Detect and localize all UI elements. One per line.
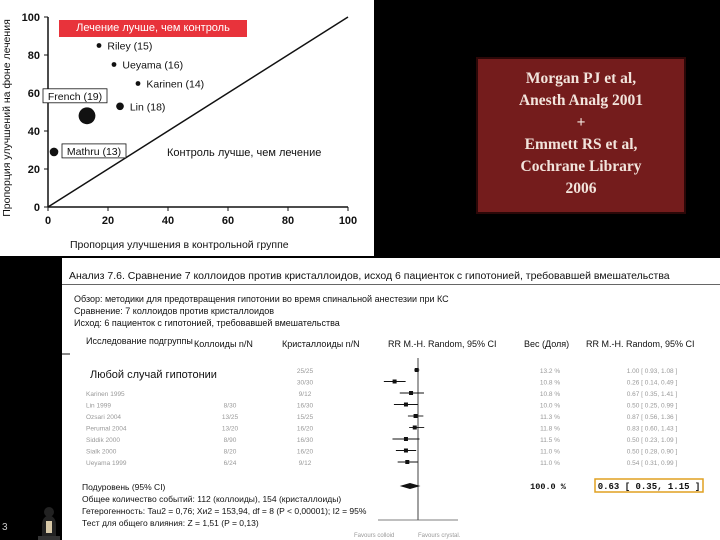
point-label: Riley (15) bbox=[107, 40, 153, 53]
col-header-rr2: RR M.-H. Random, 95% CI bbox=[586, 339, 695, 349]
ref-line: Morgan PJ et al, bbox=[525, 70, 637, 87]
colloid-value: 8/20 bbox=[223, 448, 237, 456]
study-point bbox=[413, 426, 417, 430]
axis-label-right: Favours crystal. bbox=[418, 533, 461, 539]
crystalloid-value: 25/25 bbox=[296, 368, 314, 375]
ref-line: + bbox=[576, 114, 586, 131]
x-axis-label: Пропорция улучшения в контрольной группе bbox=[70, 239, 289, 251]
study-ci-text: 0.50 [ 0.28, 0.90 ] bbox=[626, 448, 678, 456]
footer-overall-test: Тест для общего влияния: Z = 1,51 (P = 0,13) bbox=[82, 518, 259, 528]
scatter-chart-panel bbox=[0, 0, 374, 256]
study-ci-text: 1.00 [ 0.93, 1.08 ] bbox=[626, 368, 678, 375]
study-point bbox=[415, 368, 419, 372]
col-header-weight: Вес (Доля) bbox=[524, 339, 570, 349]
study-ci-text: 0.26 [ 0.14, 0.49 ] bbox=[626, 379, 678, 387]
scatter-point bbox=[112, 62, 117, 67]
ref-line: Emmett RS et al, bbox=[524, 136, 638, 153]
point-label: Ueyama (16) bbox=[122, 59, 184, 72]
meta-outcome: Исход: 6 пациенток с гипотонией, требовавшей вмешательства bbox=[74, 318, 340, 328]
x-tick-label: 80 bbox=[281, 215, 295, 227]
study-name: Siddik 2000 bbox=[86, 437, 120, 444]
y-axis-label: Пропорция улучшений на фоне лечения bbox=[1, 19, 13, 217]
total-weight: 100.0 % bbox=[530, 482, 566, 492]
crystalloid-value: 16/30 bbox=[296, 402, 314, 410]
forest-plot-panel bbox=[62, 258, 720, 540]
scatter-point bbox=[97, 43, 102, 48]
study-weight: 13.2 % bbox=[539, 368, 561, 375]
col-header-colloid: Коллоиды n/N bbox=[194, 339, 253, 349]
col-header-crystalloid: Кристаллоиды n/N bbox=[282, 339, 360, 349]
group-label: Любой случай гипотонии bbox=[90, 369, 217, 381]
scatter-point bbox=[50, 148, 59, 157]
study-weight: 11.8 % bbox=[540, 425, 560, 433]
total-diamond bbox=[400, 483, 421, 489]
x-tick-label: 40 bbox=[161, 215, 175, 227]
x-tick-label: 20 bbox=[101, 215, 115, 227]
study-name: Perumal 2004 bbox=[86, 425, 127, 433]
y-tick-label: 80 bbox=[27, 50, 40, 62]
total-ci-text: 0.63 [ 0.35, 1.15 ] bbox=[597, 482, 701, 492]
y-tick-label: 20 bbox=[27, 164, 40, 176]
colloid-value: 8/90 bbox=[223, 437, 237, 444]
col-header-rr: RR M.-H. Random, 95% CI bbox=[388, 339, 497, 349]
point-label: Karinen (14) bbox=[146, 78, 205, 91]
crystalloid-value: 9/12 bbox=[298, 460, 312, 467]
crystalloid-value: 16/20 bbox=[296, 448, 314, 456]
x-tick-label: 0 bbox=[44, 215, 52, 227]
study-weight: 11.0 % bbox=[540, 448, 560, 456]
study-name: Sialk 2000 bbox=[86, 448, 117, 456]
scatter-point bbox=[116, 102, 124, 110]
study-weight: 11.0 % bbox=[540, 460, 560, 467]
study-point bbox=[404, 403, 408, 407]
y-tick-label: 40 bbox=[27, 126, 40, 138]
colloid-value: 13/25 bbox=[221, 414, 239, 421]
crystalloid-value: 9/12 bbox=[298, 391, 312, 398]
point-label: French (19) bbox=[47, 90, 103, 103]
study-ci-text: 0.50 [ 0.23, 1.09 ] bbox=[626, 437, 678, 444]
point-label: Lin (18) bbox=[129, 101, 166, 114]
crystalloid-value: 30/30 bbox=[296, 379, 314, 387]
footer-subtotal: Подуровень (95% CI) bbox=[82, 482, 166, 492]
study-point bbox=[414, 414, 418, 418]
col-header-study: Исследование подгруппы bbox=[86, 336, 193, 346]
study-weight: 10.8 % bbox=[539, 379, 561, 387]
axis-label-left: Favours colloid bbox=[354, 533, 395, 539]
study-weight: 10.0 % bbox=[539, 402, 561, 410]
forest-title: Анализ 7.6. Сравнение 7 коллоидов против кристаллоидов, исход 6 пациенток с гипотонией, требовавшей вмешательства bbox=[69, 270, 670, 282]
meta-review: Обзор: методики для предотвращения гипотонии во время спинальной анестезии при КС bbox=[74, 294, 449, 304]
study-weight: 11.5 % bbox=[540, 437, 560, 444]
study-name: Lin 1999 bbox=[86, 402, 111, 410]
scatter-point bbox=[79, 107, 96, 124]
study-ci-text: 0.54 [ 0.31, 0.99 ] bbox=[626, 460, 678, 467]
x-tick-label: 100 bbox=[338, 215, 358, 227]
slide-number: 3 bbox=[2, 522, 8, 533]
ref-line: Cochrane Library bbox=[520, 158, 642, 175]
study-point bbox=[409, 391, 413, 395]
study-ci-text: 0.50 [ 0.25, 0.99 ] bbox=[626, 402, 678, 410]
y-tick-label: 100 bbox=[21, 12, 40, 24]
colloid-value: 6/24 bbox=[223, 460, 237, 467]
crystalloid-value: 15/25 bbox=[296, 414, 314, 421]
study-name: Karinen 1995 bbox=[86, 391, 125, 398]
scatter-chart bbox=[0, 0, 374, 256]
x-tick-label: 60 bbox=[221, 215, 235, 227]
study-ci-text: 0.83 [ 0.60, 1.43 ] bbox=[626, 425, 678, 433]
study-ci-text: 0.87 [ 0.56, 1.36 ] bbox=[626, 414, 678, 421]
meta-comparison: Сравнение: 7 коллоидов против кристаллоидов bbox=[74, 306, 275, 316]
point-label: Mathru (13) bbox=[66, 145, 122, 158]
reference-box bbox=[476, 57, 686, 214]
colloid-value: 13/20 bbox=[221, 425, 239, 433]
study-name: Ueyama 1999 bbox=[86, 460, 127, 467]
y-tick-label: 60 bbox=[27, 88, 40, 100]
scatter-point bbox=[136, 81, 141, 86]
study-point bbox=[393, 380, 397, 384]
colloid-value: 8/30 bbox=[223, 402, 237, 410]
y-tick-label: 0 bbox=[33, 202, 40, 214]
study-ci-text: 0.67 [ 0.35, 1.41 ] bbox=[626, 391, 678, 398]
study-point bbox=[404, 437, 408, 441]
logo-icon bbox=[34, 505, 64, 540]
crystalloid-value: 16/30 bbox=[296, 437, 314, 444]
crystalloid-value: 16/20 bbox=[296, 425, 314, 433]
ref-line: Anesth Analg 2001 bbox=[518, 92, 644, 109]
treatment-better-banner: Лечение лучше, чем контроль bbox=[59, 20, 247, 37]
study-point bbox=[404, 449, 408, 453]
study-weight: 11.3 % bbox=[540, 414, 560, 421]
ref-line: 2006 bbox=[565, 180, 597, 197]
study-point bbox=[405, 460, 409, 464]
footer-heterogeneity: Гетерогенность: Tau2 = 0,76; Хи2 = 153,94, df = 8 (P < 0,00001); I2 = 95% bbox=[82, 506, 367, 516]
footer-events: Общее количество событий: 112 (коллоиды), 154 (кристаллоиды) bbox=[82, 494, 342, 504]
control-better-label: Контроль лучше, чем лечение bbox=[167, 147, 322, 159]
study-weight: 10.8 % bbox=[539, 391, 561, 398]
study-name: Ozsari 2004 bbox=[86, 414, 122, 421]
